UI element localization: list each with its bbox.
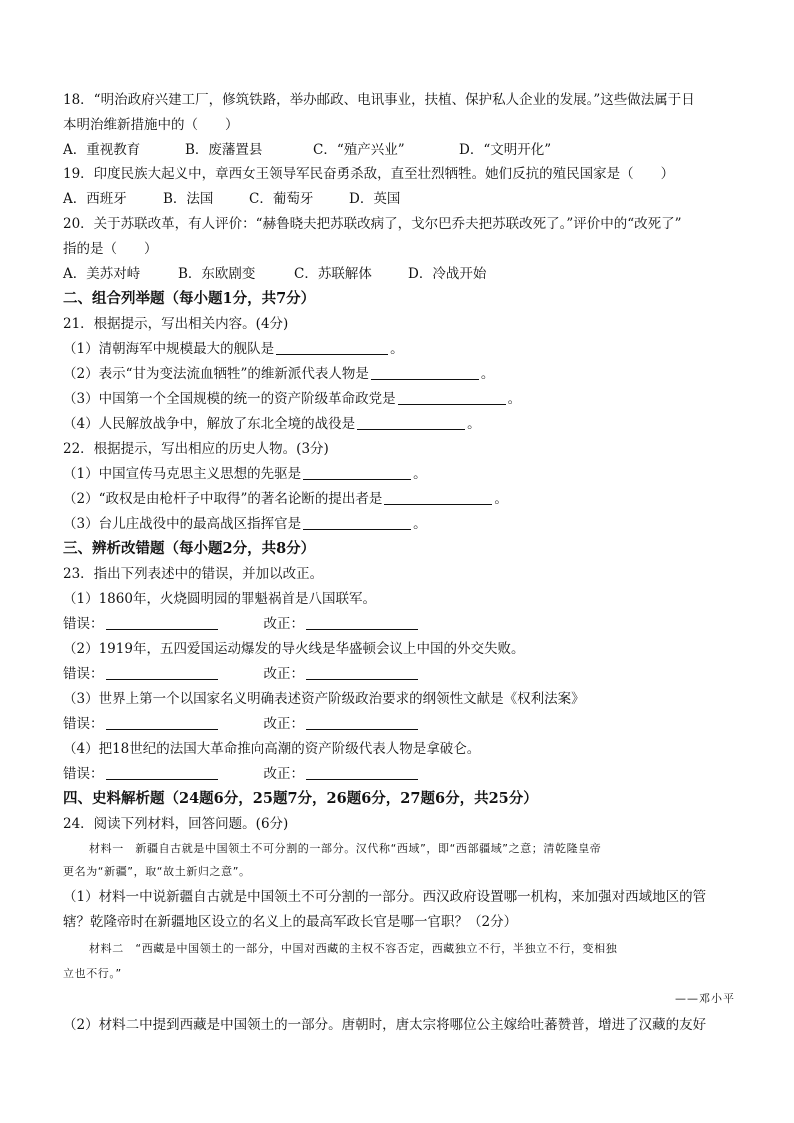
q23-answer-row-3 xyxy=(63,714,420,734)
q20-options xyxy=(63,264,486,284)
item-text: （4）人民解放战争中，解放了东北全境的战役是 xyxy=(63,416,356,432)
q22-item-3 xyxy=(63,514,427,534)
q24-sub1-line1: （1）材料一中说新疆自古就是中国领土不可分割的一部分。西汉政府设置哪一机构，来加强对西域地区的管 xyxy=(63,889,707,905)
q23-item-3: （3）世界上第一个以国家名义明确表述资产阶级政治要求的纲领性文献是《权利法案》 xyxy=(63,691,585,707)
error-label: 错误： xyxy=(63,766,104,782)
q23-stem: 23．指出下列表述中的错误，并加以改正。 xyxy=(63,566,324,582)
option-c: C．苏联解体 xyxy=(294,266,372,282)
option-a: A．西班牙 xyxy=(63,191,127,207)
item-end: 。 xyxy=(507,391,522,407)
answer-blank[interactable] xyxy=(371,365,479,380)
q21-item-3 xyxy=(63,389,521,409)
section-2-title: 二、组合列举题（每小题1分，共7分） xyxy=(63,290,316,307)
error-blank[interactable] xyxy=(106,765,218,780)
option-a: A．重视教育 xyxy=(63,142,141,158)
fix-blank[interactable] xyxy=(306,665,418,680)
error-blank[interactable] xyxy=(106,715,218,730)
item-text: （1）清朝海军中规模最大的舰队是 xyxy=(63,341,275,357)
q23-answer-row-2 xyxy=(63,664,420,684)
q22-item-2 xyxy=(63,489,508,509)
item-text: （2）“政权是由枪杆子中取得”的著名论断的提出者是 xyxy=(63,491,383,507)
answer-blank[interactable] xyxy=(398,390,506,405)
section-3-title: 三、辨析改错题（每小题2分，共8分） xyxy=(63,540,316,557)
q20-stem-line1: 20．关于苏联改革，有人评价：“赫鲁晓夫把苏联改病了，戈尔巴乔夫把苏联改死了。”评价中的“改死了” xyxy=(63,216,682,232)
item-end: 。 xyxy=(413,516,427,532)
q23-answer-row-1 xyxy=(63,614,420,634)
q21-item-4 xyxy=(63,414,481,434)
q21-stem: 21．根据提示，写出相关内容。(4分) xyxy=(63,316,289,332)
option-c: C．葡萄牙 xyxy=(249,191,314,207)
error-blank[interactable] xyxy=(106,615,218,630)
item-text: （2）表示“甘为变法流血牺牲”的维新派代表人物是 xyxy=(63,366,369,382)
item-end: 。 xyxy=(413,466,427,482)
fix-label: 改正： xyxy=(263,616,304,632)
material-2-source: ——邓小平 xyxy=(675,992,735,1005)
q18-options xyxy=(63,140,551,160)
q23-item-1: （1）1860年，火烧圆明园的罪魁祸首是八国联军。 xyxy=(63,591,376,607)
option-d: D．“文明开化” xyxy=(459,142,552,158)
q23-answer-row-4 xyxy=(63,764,420,784)
q19-stem: 19．印度民族大起义中，章西女王领导军民奋勇杀敌，直至壮烈牺牲。她们反抗的殖民国家是（ ） xyxy=(63,166,675,182)
fix-blank[interactable] xyxy=(306,765,418,780)
option-b: B．东欧剧变 xyxy=(178,266,256,282)
q24-sub2-line1: （2）材料二中提到西藏是中国领土的一部分。唐朝时，唐太宗将哪位公主嫁给吐蕃赞普，增进了汉藏的友好 xyxy=(63,1017,707,1033)
option-b: B．废藩置县 xyxy=(185,142,263,158)
q23-item-4: （4）把18世纪的法国大革命推向高潮的资产阶级代表人物是拿破仑。 xyxy=(63,741,481,757)
option-d: D．英国 xyxy=(349,191,401,207)
material-1-line1: 材料一 新疆自古就是中国领土不可分割的一部分。汉代称“西域”，即“西部疆域”之意；清乾隆皇帝 xyxy=(89,842,602,855)
q21-item-2 xyxy=(63,364,494,384)
item-text: （3）中国第一个全国规模的统一的资产阶级革命政党是 xyxy=(63,391,396,407)
q20-stem-line2: 指的是（ ） xyxy=(63,241,158,257)
item-end: 。 xyxy=(390,341,404,357)
error-blank[interactable] xyxy=(106,665,218,680)
item-end: 。 xyxy=(494,491,508,507)
q24-stem: 24．阅读下列材料，回答问题。(6分) xyxy=(63,816,289,832)
option-d: D．冷战开始 xyxy=(408,266,487,282)
item-text: （1）中国宣传马克思主义思想的先驱是 xyxy=(63,466,302,482)
fix-label: 改正： xyxy=(263,766,304,782)
q18-stem-line1: 18．“明治政府兴建工厂，修筑铁路，举办邮政、电讯事业，扶植、保护私人企业的发展。”这些做法属于日 xyxy=(63,92,695,108)
q21-item-1 xyxy=(63,339,404,359)
section-4-title: 四、史料解析题（24题6分，25题7分，26题6分，27题6分，共25分） xyxy=(63,790,538,807)
item-end: 。 xyxy=(480,366,495,382)
fix-label: 改正： xyxy=(263,716,304,732)
fix-label: 改正： xyxy=(263,666,304,682)
option-b: B．法国 xyxy=(163,191,214,207)
answer-blank[interactable] xyxy=(357,415,465,430)
q19-options xyxy=(63,189,400,209)
error-label: 错误： xyxy=(63,716,104,732)
answer-blank[interactable] xyxy=(303,465,411,480)
item-end: 。 xyxy=(467,416,481,432)
q24-sub1-line2: 辖？乾隆帝时在新疆地区设立的名义上的最高军政长官是哪一官职？（2分） xyxy=(63,914,518,930)
answer-blank[interactable] xyxy=(276,340,388,355)
q22-item-1 xyxy=(63,464,427,484)
answer-blank[interactable] xyxy=(384,490,492,505)
q23-item-2: （2）1919年，五四爱国运动爆发的导火线是华盛顿会议上中国的外交失败。 xyxy=(63,641,525,657)
option-c: C．“殖产兴业” xyxy=(313,142,405,158)
material-2-line2: 立也不行。” xyxy=(63,967,122,980)
option-a: A．美苏对峙 xyxy=(63,266,141,282)
q18-stem-line2: 本明治维新措施中的（ ） xyxy=(63,117,239,133)
item-text: （3）台儿庄战役中的最高战区指挥官是 xyxy=(63,516,302,532)
fix-blank[interactable] xyxy=(306,715,418,730)
answer-blank[interactable] xyxy=(303,515,411,530)
error-label: 错误： xyxy=(63,666,104,682)
q22-stem: 22．根据提示，写出相应的历史人物。(3分) xyxy=(63,441,329,457)
error-label: 错误： xyxy=(63,616,104,632)
material-2-line1: 材料二 “西藏是中国领土的一部分，中国对西藏的主权不容否定，西藏独立不行，半独立不行，变相独 xyxy=(89,942,618,955)
fix-blank[interactable] xyxy=(306,615,418,630)
material-1-line2: 更名为“新疆”，取“故土新归之意”。 xyxy=(63,865,251,878)
